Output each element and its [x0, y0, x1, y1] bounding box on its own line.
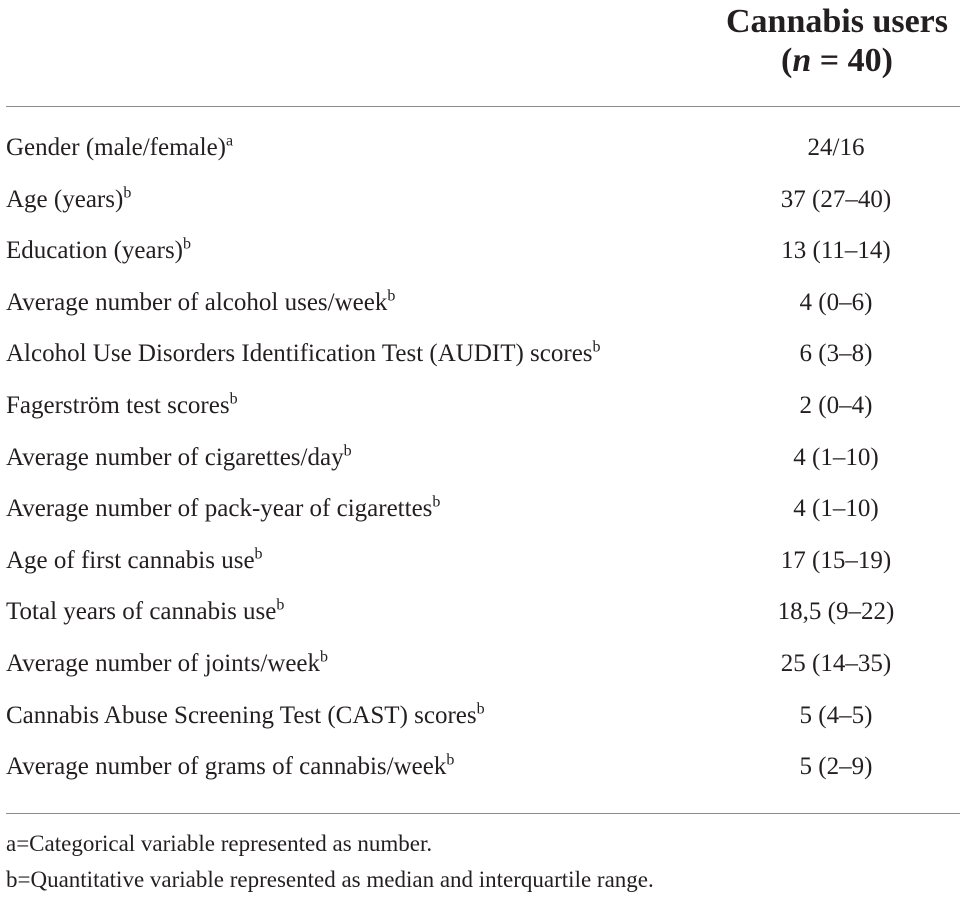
- column-header-cannabis-users: [726, 2, 948, 80]
- row-label: Age of first cannabis use$^b$: [6, 545, 263, 574]
- footer-divider: [6, 813, 960, 814]
- table-footnotes: [6, 826, 654, 898]
- header-divider: [6, 106, 960, 107]
- table-row: [6, 690, 960, 742]
- row-label: Education (years)$^b$: [6, 235, 192, 265]
- row-label: Age (years)$^b$: [6, 184, 132, 213]
- table-row: [6, 483, 960, 535]
- row-value: 25 (14–35): [780, 649, 892, 677]
- n-label: n: [792, 42, 812, 79]
- column-header-sample-size: (n = 40): [781, 42, 893, 79]
- n-value: = 40: [819, 42, 882, 79]
- footnote-a: a=Categorical variable represented as number.: [6, 831, 433, 856]
- table-row: [6, 122, 960, 174]
- row-value: 4 (0–6): [799, 288, 873, 316]
- table-body: [6, 122, 960, 793]
- row-label: Total years of cannabis use$^b$: [6, 596, 285, 626]
- row-value: 5 (4–5): [799, 701, 873, 729]
- row-value: 37 (27–40): [780, 185, 892, 213]
- table-row: [6, 225, 960, 277]
- row-value: 17 (15–19): [780, 546, 892, 574]
- table-row: [6, 277, 960, 329]
- table-row: [6, 174, 960, 226]
- row-label: Fagerström test scores$^b$: [6, 390, 238, 419]
- row-value: 18,5 (9–22): [777, 598, 895, 626]
- row-label: Alcohol Use Disorders Identification Test (AUDIT) scores$^b$: [6, 338, 601, 368]
- table-row: [6, 586, 960, 638]
- footnote-b: b=Quantitative variable represented as median and interquartile range.: [6, 867, 654, 892]
- row-label: Average number of pack-year of cigarettes$^b$: [6, 493, 441, 523]
- row-label: Average number of joints/week$^b$: [6, 648, 329, 677]
- row-value: 24/16: [807, 134, 865, 161]
- row-label: Cannabis Abuse Screening Test (CAST) scores$^b$: [6, 699, 485, 729]
- table-row: [6, 380, 960, 432]
- table-header: [6, 0, 960, 106]
- row-value: 6 (3–8): [799, 340, 873, 368]
- column-header-title: Cannabis users: [725, 3, 948, 40]
- row-label: Gender (male/female)$^a$: [6, 132, 234, 161]
- row-label: Average number of alcohol uses/week$^b$: [6, 287, 396, 316]
- table-row: [6, 638, 960, 690]
- table-row: [6, 432, 960, 484]
- table-row: [6, 741, 960, 793]
- row-label: Average number of cigarettes/day$^b$: [6, 441, 352, 471]
- row-value: 5 (2–9): [799, 753, 873, 781]
- table-row: [6, 328, 960, 380]
- row-value: 4 (1–10): [793, 495, 879, 523]
- table-row: [6, 535, 960, 587]
- row-label: Average number of grams of cannabis/week$^b$: [6, 751, 455, 781]
- row-value: 4 (1–10): [793, 443, 879, 471]
- row-value: 13 (11–14): [781, 237, 891, 265]
- row-value: 2 (0–4): [799, 391, 873, 419]
